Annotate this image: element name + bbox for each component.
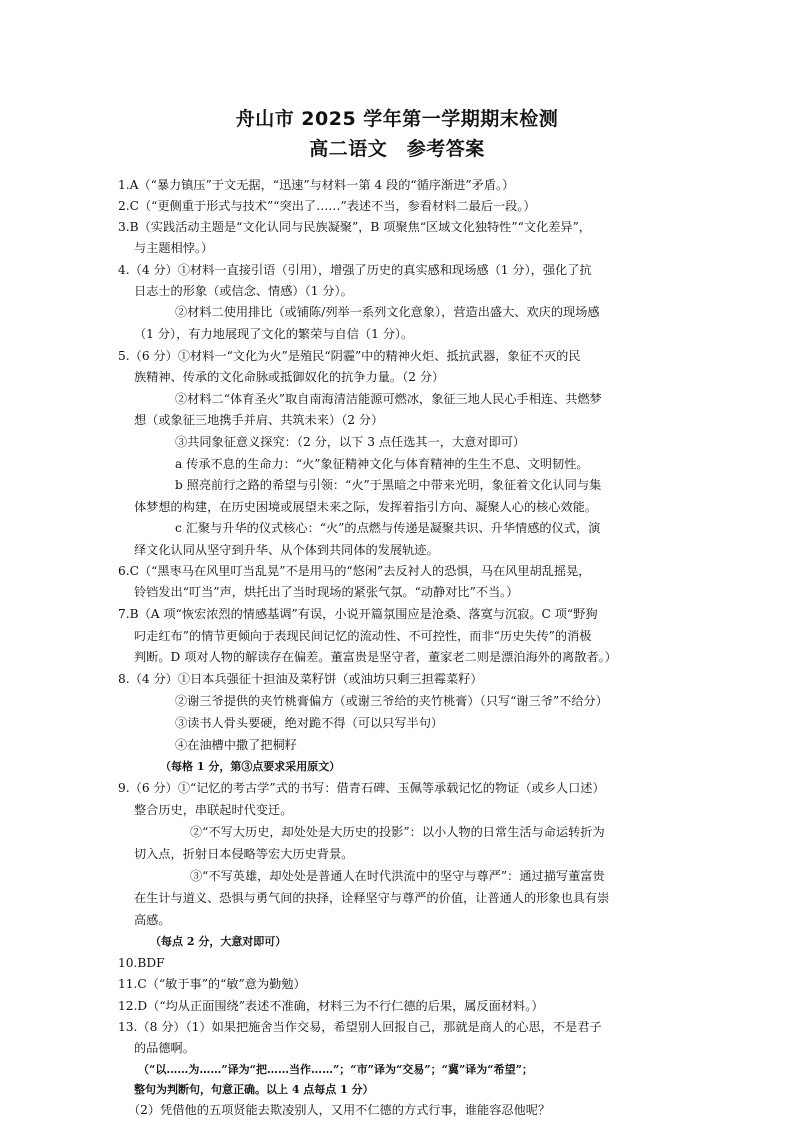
answer-line: 高感。 [134,913,171,927]
answer-line: ④在油槽中撒了把桐籽 [175,738,297,752]
answer-line: ②“不写大历史，却处处是大历史的投影”：以小人物的日常生活与命运转折为 [190,825,605,839]
answer-line: c 汇聚与升华的仪式核心：“火”的点燃与传递是凝聚共识、升华情感的仪式，演 [175,521,601,535]
answer-line: 族精神、传承的文化命脉或抵御奴化的抗争力量。（2 分） [134,370,445,384]
answer-line: 判断。D 项对人物的解读存在偏差。董富贵是坚守者，董家老二则是漂泊海外的离散者。） [134,650,617,664]
scoring-note: 整句为判断句，句意正确。以上 4 点每点 1 分） [134,1083,374,1096]
answer-line-q13-part2: （2）凭借他的五项贤能去欺凌别人，又用不仁德的方式行事，谁能容忍他呢？ [128,1103,551,1117]
page-subtitle: 高二语文 参考答案 [309,138,485,160]
answer-line-q13: 13.（8 分）（1）如果把施舍当作交易，希望别人回报自己，那就是商人的心思，不是君子 [118,1020,602,1034]
answer-line: 想（或象征三地携手并肩、共筑未来）（2 分） [134,413,384,427]
answer-line: a 传承不息的生命力：“火”象征精神文化与体育精神的生生不息、文明韧性。 [175,457,589,471]
answer-line: ③读书人骨头要硬，绝对跪不得（可以只写半句） [175,716,444,730]
answer-line-q5: 5.（6 分）①材料一“文化为火”是殖民“阴霾”中的精神火炬、抵抗武器，象征不灭的民 [118,349,581,363]
answer-line-q7: 7.B（A 项“恢宏浓烈的情感基调”有误，小说开篇氛围应是沧桑、落寞与沉寂。C 项“野狗 [118,607,598,621]
answer-line-q3-cont: 与主题相悖。） [134,241,214,255]
answer-line-q8: 8.（4 分）①日本兵强征十担油及菜籽饼（或油坊只剩三担霉菜籽） [118,672,483,686]
answer-line: 的品德啊。 [134,1041,195,1055]
answer-line-q10: 10.BDF [118,956,165,970]
answer-line: 叼走红布”的情节更倾向于表现民间记忆的流动性、不可控性，而非“历史失传”的消极 [134,629,592,643]
scoring-note: （“以……为……”译为“把……当作……”；“市”译为“交易”；“冀”译为“希望”； [138,1063,533,1076]
answer-line-q12: 12.D（“均从正面围绕”表述不准确，材料三为不行仁德的后果，属反面材料。） [118,999,544,1013]
answer-line-q3: 3.B（实践活动主题是“文化认同与民族凝聚”，B 项聚焦“区域文化独特性”“文化差异”， [118,220,591,234]
answer-line: ③共同象征意义探究：（2 分，以下 3 点任选其一，大意对即可） [175,435,526,449]
answer-line: 日志士的形象（或信念、情感）（1 分）。 [134,284,353,298]
scoring-note: （每格 1 分，第③点要求采用原文） [160,760,341,773]
answer-line: （1 分），有力地展现了文化的繁荣与自信（1 分）。 [134,327,414,341]
answer-line-q9: 9.（6 分）①“记忆的考古学”式的书写：借青石碑、玉佩等承载记忆的物证（或乡人口述） [118,781,605,795]
page-title: 舟山市 2025 学年第一学期期末检测 [235,108,559,130]
answer-line: 切入点，折射日本侵略等宏大历史背景。 [134,847,354,861]
answer-line: 整合历史，串联起时代变迁。 [134,803,293,817]
answer-line: 体梦想的构建，在历史困境或展望未来之际，发挥着指引方向、凝聚人心的核心效能。 [134,500,598,514]
answer-line-q1: 1.A（“暴力镇压”于文无据，“迅速”与材料一第 4 段的“循序渐进”矛盾。） [118,178,515,192]
answer-line: 在生计与道义、恐惧与勇气间的抉择，诠释坚守与尊严的价值，让普通人的形象也具有崇 [134,891,610,905]
answer-line-q2: 2.C（“更侧重于形式与技术”“突出了……”表述不当，参看材料二最后一段。） [118,199,536,213]
answer-line: ②谢三爷提供的夹竹桃膏偏方（或谢三爷给的夹竹桃膏）（只写“谢三爷”不给分） [175,694,608,708]
answer-line-q4: 4.（4 分）①材料一直接引语（引用），增强了历史的真实感和现场感（1 分），强化了抗 [118,263,592,277]
answer-line: ③“不写英雄，却处处是普通人在时代洪流中的坚守与尊严”：通过描写董富贵 [190,869,605,883]
answer-line: 绎文化认同从坚守到升华、从个体到共同体的发展轨迹。 [134,543,439,557]
answer-line-q11: 11.C（“敏于事”的“敏”意为勤勉） [118,977,306,991]
answer-line: b 照亮前行之路的希望与引领：“火”于黑暗之中带来光明，象征着文化认同与集 [175,478,602,492]
answer-line: 铃铛发出“叮当”声，烘托出了当时现场的紧张气氛。“动静对比”不当。） [134,585,519,599]
answer-line-q6: 6.C（“黑枣马在风里叮当乱晃”不是用马的“悠闲”去反衬人的恐惧，马在风里胡乱摇晃， [118,564,591,578]
answer-line: ②材料二使用排比（或铺陈/列举一系列文化意象），营造出盛大、欢庆的现场感 [175,305,600,319]
answer-line: ②材料二“体育圣火”取自南海清洁能源可燃冰，象征三地人民心手相连、共燃梦 [175,392,602,406]
scoring-note: （每点 2 分，大意对即可） [150,935,287,948]
